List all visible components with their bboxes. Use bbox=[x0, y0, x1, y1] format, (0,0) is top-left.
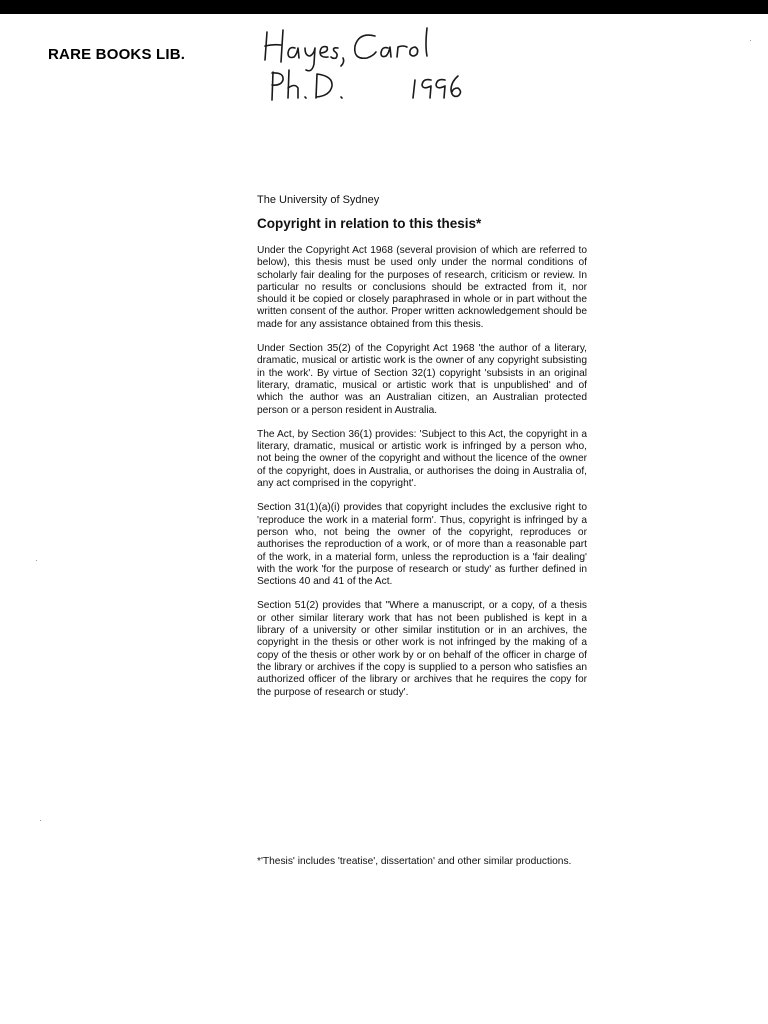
paragraph-section-51: Section 51(2) provides that "Where a manuscript, or a copy, of a thesis or other similar literary work that has not been published is kept in a library of a university or other similar institution or in an archives, the copyright in the thesis or other work is not infringed by the making of a copy of the thesis or other work by or on behalf of the officer in charge of the library or archives if the copy is supplied to a person who satisfies an authorized officer of the library or archives that he requires the copy for the purpose of research or study'. bbox=[257, 600, 587, 698]
institution-name: The University of Sydney bbox=[257, 194, 380, 206]
scan-top-border bbox=[0, 0, 768, 14]
thesis-footnote: *'Thesis' includes 'treatise', dissertation' and other similar productions. bbox=[257, 856, 572, 868]
paragraph-section-31: Section 31(1)(a)(i) provides that copyright includes the exclusive right to 'reproduce the work in a material form'. Thus, copyright is infringed by a person who, not being the owner of the copyright, reproduces or authorises the reproduction of a work, or of more than a reasonable part of the work, in a material form, unless the reproduction is a 'fair dealing' with the work 'for the purpose of research or study' as further defined in Sections 40 and 41 of the Act. bbox=[257, 502, 587, 588]
handwritten-annotation bbox=[255, 18, 495, 108]
paragraph-usage-conditions: Under the Copyright Act 1968 (several provision of which are referred to below), this thesis must be used only under the normal conditions of scholarly fair dealing for the purposes of research, criticism or review. In particular no results or conclusions should be extracted from it, nor should it be copied or closely paraphrased in whole or in part without the written consent of the author. Proper written acknowledgement should be made for any assistance obtained from this thesis. bbox=[257, 245, 587, 330]
paragraph-section-36: The Act, by Section 36(1) provides: 'Subject to this Act, the copyright in a literary, dramatic, musical or artistic work is infringed by a person who, not being the owner of the copyright and without the licence of the owner of the copyright, does in Australia, or authorises the doing in Australia of, any act comprised in the copyright'. bbox=[257, 428, 587, 490]
scan-speck bbox=[750, 40, 751, 41]
handwritten-year bbox=[413, 76, 461, 98]
scan-speck bbox=[40, 820, 41, 821]
rare-books-stamp: RARE BOOKS LIB. bbox=[48, 46, 186, 63]
scan-speck bbox=[36, 560, 37, 561]
copyright-notice bbox=[257, 194, 587, 711]
paragraph-section-35: Under Section 35(2) of the Copyright Act 1968 'the author of a literary, dramatic, musical or artistic work is the owner of any copyright subsisting in the work'. By virtue of Section 32(1) copyright 'subsists in an original literary, dramatic, musical or artistic work that is unpublished' and of which the author was an Australian citizen, an Australian protected person or a person resident in Australia. bbox=[257, 343, 587, 416]
page-title: Copyright in relation to this thesis* bbox=[257, 216, 482, 231]
handwritten-name bbox=[265, 28, 427, 71]
handwritten-degree bbox=[272, 70, 342, 100]
